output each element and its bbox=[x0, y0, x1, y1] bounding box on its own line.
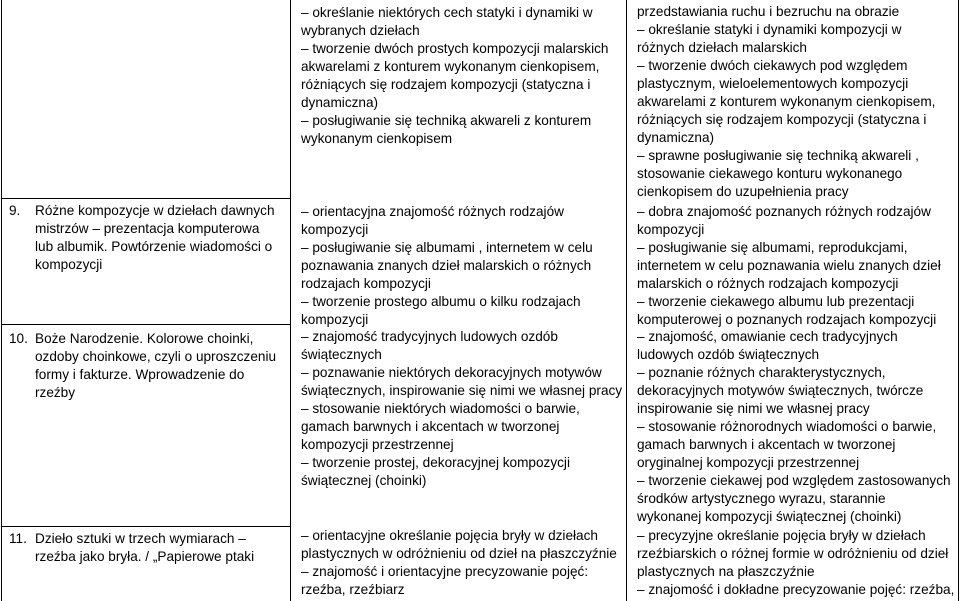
requirement-line: przedstawiania ruchu i bezruchu na obrazie bbox=[637, 4, 900, 19]
requirement-line: świątecznych bbox=[301, 347, 382, 362]
topic-line: ozdoby choinkowe, czyli o uproszczeniu bbox=[35, 349, 277, 364]
topic-line: formy i fakturze. Wprowadzenie do bbox=[35, 367, 245, 382]
requirement-line: gamach barwnych i akcentach w tworzonej bbox=[637, 437, 896, 452]
row-border-11-top bbox=[1, 526, 290, 527]
topic-line: kompozycji bbox=[35, 257, 103, 272]
requirement-line: – znajomość i dokładne precyzowanie pojęć: rzeźba, bbox=[637, 582, 955, 597]
requirement-line: – precyzyjne określanie pojęcia bryły w dziełach bbox=[637, 528, 926, 543]
topic-line: rzeźba jako bryła. / „Papierowe ptaki bbox=[35, 549, 255, 564]
requirement-line: – posługiwanie się albumami , internetem w celu bbox=[301, 240, 593, 255]
requirement-line: dynamiczna) bbox=[637, 130, 715, 145]
topic-line: mistrzów – prezentacja komputerowa bbox=[35, 221, 260, 236]
requirement-line: malarskich o różnych rodzajach kompozycji bbox=[637, 276, 899, 291]
requirement-line: – stosowanie różnorodnych wiadomości o barwie, bbox=[637, 419, 937, 434]
requirement-line: inspirowanie się nimi we własnej pracy bbox=[637, 401, 870, 416]
topic-line: 9. Różne kompozycje w dziełach dawnych bbox=[9, 203, 275, 218]
requirement-line: – znajomość, omawianie cech tradycyjnych bbox=[637, 329, 898, 344]
requirement-line: – sprawne posługiwanie się techniką akwareli , bbox=[637, 148, 919, 163]
requirement-line: – znajomość tradycyjnych ludowych ozdób bbox=[301, 329, 558, 344]
requirement-line: kompozycji bbox=[637, 222, 705, 237]
requirement-line: – stosowanie niektórych wiadomości o barwie, bbox=[301, 401, 580, 416]
requirement-line: rzeźbiarskich o różnej formie w odróżnieniu od dzieł bbox=[637, 546, 949, 561]
topic-line: 11. Dzieło sztuki w trzech wymiarach – bbox=[9, 531, 246, 546]
requirement-line: – znajomość i orientacyjne precyzowanie pojęć: bbox=[301, 564, 589, 579]
requirement-line: plastycznym, wieloelementowych kompozycji bbox=[637, 76, 909, 91]
requirement-line: akwarelami z konturem wykonanym cienkopisem, bbox=[301, 59, 600, 74]
requirement-line: świątecznych, inspirowanie się nimi we własnej pracy bbox=[301, 383, 623, 398]
requirement-line: – posługiwanie się techniką akwareli z konturem bbox=[301, 113, 592, 128]
column-border-2 bbox=[626, 0, 627, 601]
topic-line: lub albumik. Powtórzenie wiadomości o bbox=[35, 239, 273, 254]
requirement-line: cienkopisem do uzupełnienia pracy bbox=[637, 184, 849, 199]
requirement-line: – tworzenie prostej, dekoracyjnej kompozycji bbox=[301, 455, 570, 470]
row-border-9-top bbox=[1, 198, 290, 199]
requirement-line: różniących się rodzajem kompozycji (statyczna i bbox=[301, 77, 591, 92]
requirement-line: gamach barwnych i akcentach w tworzonej bbox=[301, 419, 560, 434]
requirement-line: różniących się rodzajem kompozycji (statyczna i bbox=[637, 112, 927, 127]
requirement-line: – orientacyjne określanie pojęcia bryły w dziełach bbox=[301, 528, 598, 543]
requirement-line: – posługiwanie się albumami, reprodukcjami, bbox=[637, 240, 908, 255]
requirement-line: – poznawanie niektórych dekoracyjnych motywów bbox=[301, 365, 602, 380]
topic-line: 10. Boże Narodzenie. Kolorowe choinki, bbox=[9, 331, 254, 346]
requirement-line: kompozycji bbox=[301, 222, 369, 237]
requirement-line: internetem w celu poznawania wielu znanych dzieł bbox=[637, 258, 941, 273]
requirement-line: wykonanej kompozycji świątecznej (choinki) bbox=[637, 509, 902, 524]
requirement-line: poznawania znanych dzieł malarskich o różnych bbox=[301, 258, 592, 273]
requirement-line: – tworzenie dwóch prostych kompozycji malarskich bbox=[301, 41, 609, 56]
requirement-line: komputerowej o poznanych rodzajach kompozycji bbox=[637, 312, 937, 327]
column-border-1 bbox=[290, 0, 291, 601]
requirement-line: oryginalnej kompozycji przestrzennej bbox=[637, 455, 860, 470]
requirement-line: – tworzenie ciekawej pod względem zastosowanych bbox=[637, 473, 951, 488]
requirement-line: ludowych ozdób świątecznych bbox=[637, 347, 820, 362]
requirement-line: dynamiczna) bbox=[301, 95, 379, 110]
topic-line: rzeźby bbox=[35, 385, 76, 400]
requirement-line: różnych dziełach malarskich bbox=[637, 40, 807, 55]
requirement-line: środków artystycznego wyrazu, starannie bbox=[637, 491, 886, 506]
requirement-line: – poznanie różnych charakterystycznych, bbox=[637, 365, 886, 380]
requirement-line: – określanie niektórych cech statyki i dynamiki w bbox=[301, 5, 593, 20]
column-border-right bbox=[958, 0, 959, 601]
requirement-line: stosowanie ciekawego konturu wykonanego bbox=[637, 166, 903, 181]
requirement-line: plastycznych na płaszczyźnie bbox=[637, 564, 815, 579]
requirement-line: akwarelami z konturem wykonanym cienkopisem, bbox=[637, 94, 936, 109]
row-border-10-top bbox=[1, 324, 290, 325]
requirement-line: – tworzenie prostego albumu o kilku rodzajach bbox=[301, 294, 581, 309]
requirement-line: świątecznej (choinki) bbox=[301, 473, 427, 488]
requirement-line: kompozycji przestrzennej bbox=[301, 437, 454, 452]
requirement-line: dekoracyjnych motywów świątecznych, twórcze bbox=[637, 383, 924, 398]
requirement-line: – orientacyjna znajomość różnych rodzajów bbox=[301, 204, 564, 219]
requirement-line: plastycznych w odróżnieniu od dzieł na płaszczyźnie bbox=[301, 546, 617, 561]
requirement-line: wybranych dziełach bbox=[301, 23, 420, 38]
requirement-line: – określanie statyki i dynamiki kompozycji w bbox=[637, 22, 902, 37]
requirement-line: wykonanym cienkopisem bbox=[301, 131, 453, 146]
requirement-line: – tworzenie ciekawego albumu lub prezentacji bbox=[637, 294, 915, 309]
requirement-line: kompozycji bbox=[301, 312, 369, 327]
requirement-line: rodzajach kompozycji bbox=[301, 276, 431, 291]
column-border-left bbox=[1, 0, 2, 601]
requirement-line: – dobra znajomość poznanych różnych rodzajów bbox=[637, 204, 931, 219]
requirement-line: rzeźba, rzeźbiarz bbox=[301, 582, 405, 597]
requirement-line: – tworzenie dwóch ciekawych pod względem bbox=[637, 58, 908, 73]
